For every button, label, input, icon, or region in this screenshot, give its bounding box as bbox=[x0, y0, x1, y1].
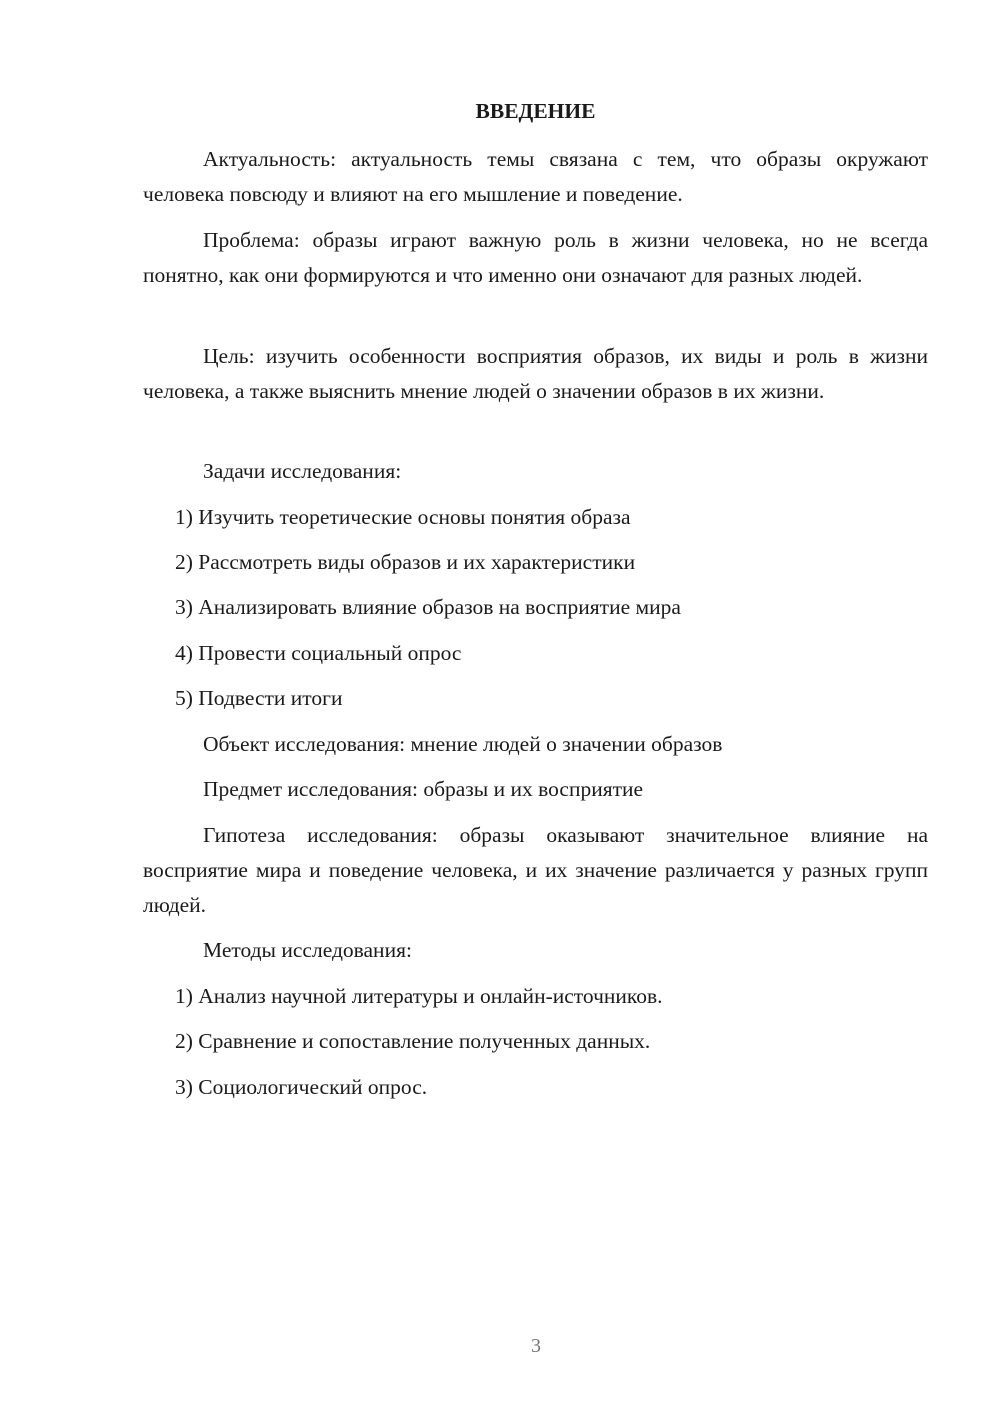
page-number: 3 bbox=[531, 1335, 541, 1357]
tasks-heading: Задачи исследования: bbox=[203, 459, 402, 483]
method-item: 3) Социологический опрос. bbox=[175, 1075, 428, 1099]
task-item: 4) Провести социальный опрос bbox=[175, 641, 462, 665]
object-line: Объект исследования: мнение людей о значении образов bbox=[203, 732, 723, 756]
method-item: 1) Анализ научной литературы и онлайн-источников. bbox=[175, 984, 663, 1008]
task-item: 3) Анализировать влияние образов на восприятие мира bbox=[175, 595, 681, 619]
methods-heading: Методы исследования: bbox=[203, 938, 412, 962]
task-item: 5) Подвести итоги bbox=[175, 686, 343, 710]
method-item: 2) Сравнение и сопоставление полученных данных. bbox=[175, 1029, 651, 1053]
task-item: 1) Изучить теоретические основы понятия образа bbox=[175, 505, 631, 529]
subject-line: Предмет исследования: образы и их восприятие bbox=[203, 777, 644, 801]
task-item: 2) Рассмотреть виды образов и их характеристики bbox=[175, 550, 636, 574]
goal-paragraph: Цель: изучить особенности восприятия образов, их виды и роль в жизни человека, а также выяснить мнение людей о значении образов в их жизни. bbox=[143, 344, 928, 403]
relevance-paragraph: Актуальность: актуальность темы связана с тем, что образы окружают человека повсюду и влияют на его мышление и поведение. bbox=[143, 147, 928, 206]
section-title: ВВЕДЕНИЕ bbox=[475, 99, 596, 123]
hypothesis-paragraph: Гипотеза исследования: образы оказывают значительное влияние на восприятие мира и поведение человека, и их значение различается у разных групп людей. bbox=[143, 823, 928, 917]
problem-paragraph: Проблема: образы играют важную роль в жизни человека, но не всегда понятно, как они формируются и что именно они означают для разных людей. bbox=[143, 228, 928, 287]
